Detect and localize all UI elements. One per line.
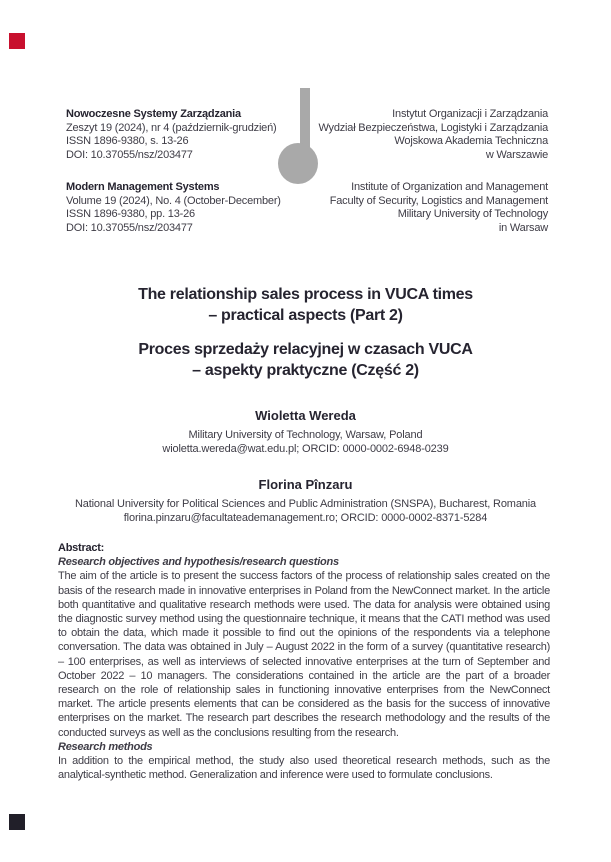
abstract-paragraph: In addition to the empirical method, the study also used theoretical research methods, such as the analytical-synthetic method. Generalization and inference were used to formulate conclusions. bbox=[58, 755, 550, 782]
author-affiliation: National University for Political Sciences and Public Administration (SNSPA), Bucharest, Romania bbox=[74, 498, 537, 510]
institution-line: w Warszawie bbox=[485, 148, 548, 161]
issn-line-en: ISSN 1896-9380, pp. 13-26 bbox=[66, 208, 195, 220]
pin-circle-graphic bbox=[278, 143, 318, 184]
dark-corner-square-decoration bbox=[9, 814, 25, 830]
journal-issue-line-pl: Zeszyt 19 (2024), nr 4 (październik-grudzień) bbox=[66, 121, 277, 134]
doi-line-pl: DOI: 10.37055/nsz/203477 bbox=[66, 148, 193, 161]
title-line: The relationship sales process in VUCA times bbox=[138, 286, 473, 303]
institution-pl bbox=[318, 108, 548, 162]
issn-line-pl: ISSN 1896-9380, s. 13-26 bbox=[66, 135, 189, 147]
author-contact: florina.pinzaru@facultateademanagement.ro; ORCID: 0000-0002-8371-5284 bbox=[123, 512, 488, 524]
journal-title-pl: Nowoczesne Systemy Zarządzania bbox=[66, 108, 241, 120]
institution-line: Institute of Organization and Management bbox=[351, 181, 548, 193]
abstract-paragraph: The aim of the article is to present the success factors of the process of relationship sales created on the basis of the research made in innovative enterprises in Poland from the NewConnect market. In the article both quantitative and qualitative research methods were used. The data for analysis were obtained using the diagnostic survey method using the questionnaire technique, it means that the CATI method was used to obtain the data, which made it possible to find out the opinions of the respondents via a telephone conversation. The data was obtained in July – August 2022 in the form of a survey (quantitative research) – 100 enterprises, as well as interviews of selected innovative enterprises at the turn of September and October 2022 – 10 managers. The considerations contained in the article are the part of a broader research on the role of relationship sales in functioning innovative enterprises from the NewConnect market. The article presents elements that can be considered as the basis for the success of innovative enterprises on the market. The research part describes the research methodology and the results of the conducted surveys as well as the conclusions resulting from the research. bbox=[58, 570, 550, 739]
institution-line: Wydział Bezpieczeństwa, Logistyki i Zarządzania bbox=[318, 121, 548, 134]
institution-en bbox=[330, 181, 548, 235]
author-block-2 bbox=[0, 476, 611, 525]
institution-line: Wojskowa Akademia Techniczna bbox=[394, 135, 548, 147]
journal-info-en bbox=[66, 181, 281, 235]
doi-line-en: DOI: 10.37055/nsz/203477 bbox=[66, 221, 193, 234]
author-name: Wioletta Wereda bbox=[255, 408, 356, 423]
title-line: – practical aspects (Part 2) bbox=[208, 307, 403, 324]
author-affiliation: Military University of Technology, Warsaw, Poland bbox=[188, 429, 423, 441]
abstract-subheading: Research methods bbox=[58, 740, 153, 753]
institution-line: in Warsaw bbox=[498, 221, 548, 234]
article-title-en bbox=[0, 284, 611, 326]
abstract-subheading: Research objectives and hypothesis/research questions bbox=[58, 556, 339, 569]
abstract-label: Abstract: bbox=[58, 542, 105, 554]
red-corner-square-decoration bbox=[9, 33, 25, 49]
institution-line: Military University of Technology bbox=[397, 208, 548, 220]
title-line: Proces sprzedaży relacyjnej w czasach VUCA bbox=[138, 341, 473, 358]
journal-issue-line-en: Volume 19 (2024), No. 4 (October-December) bbox=[66, 194, 281, 207]
author-block-1 bbox=[0, 407, 611, 456]
institution-line: Instytut Organizacji i Zarządzania bbox=[392, 108, 548, 120]
journal-title-en: Modern Management Systems bbox=[66, 181, 220, 193]
journal-info-pl bbox=[66, 108, 277, 162]
abstract-section bbox=[58, 541, 550, 782]
pin-stem-graphic bbox=[300, 88, 310, 148]
article-title-pl bbox=[0, 339, 611, 381]
author-name: Florina Pînzaru bbox=[258, 477, 353, 492]
title-line: – aspekty praktyczne (Część 2) bbox=[192, 362, 419, 379]
author-contact: wioletta.wereda@wat.edu.pl; ORCID: 0000-0002-6948-0239 bbox=[162, 443, 449, 455]
institution-line: Faculty of Security, Logistics and Management bbox=[329, 194, 548, 207]
